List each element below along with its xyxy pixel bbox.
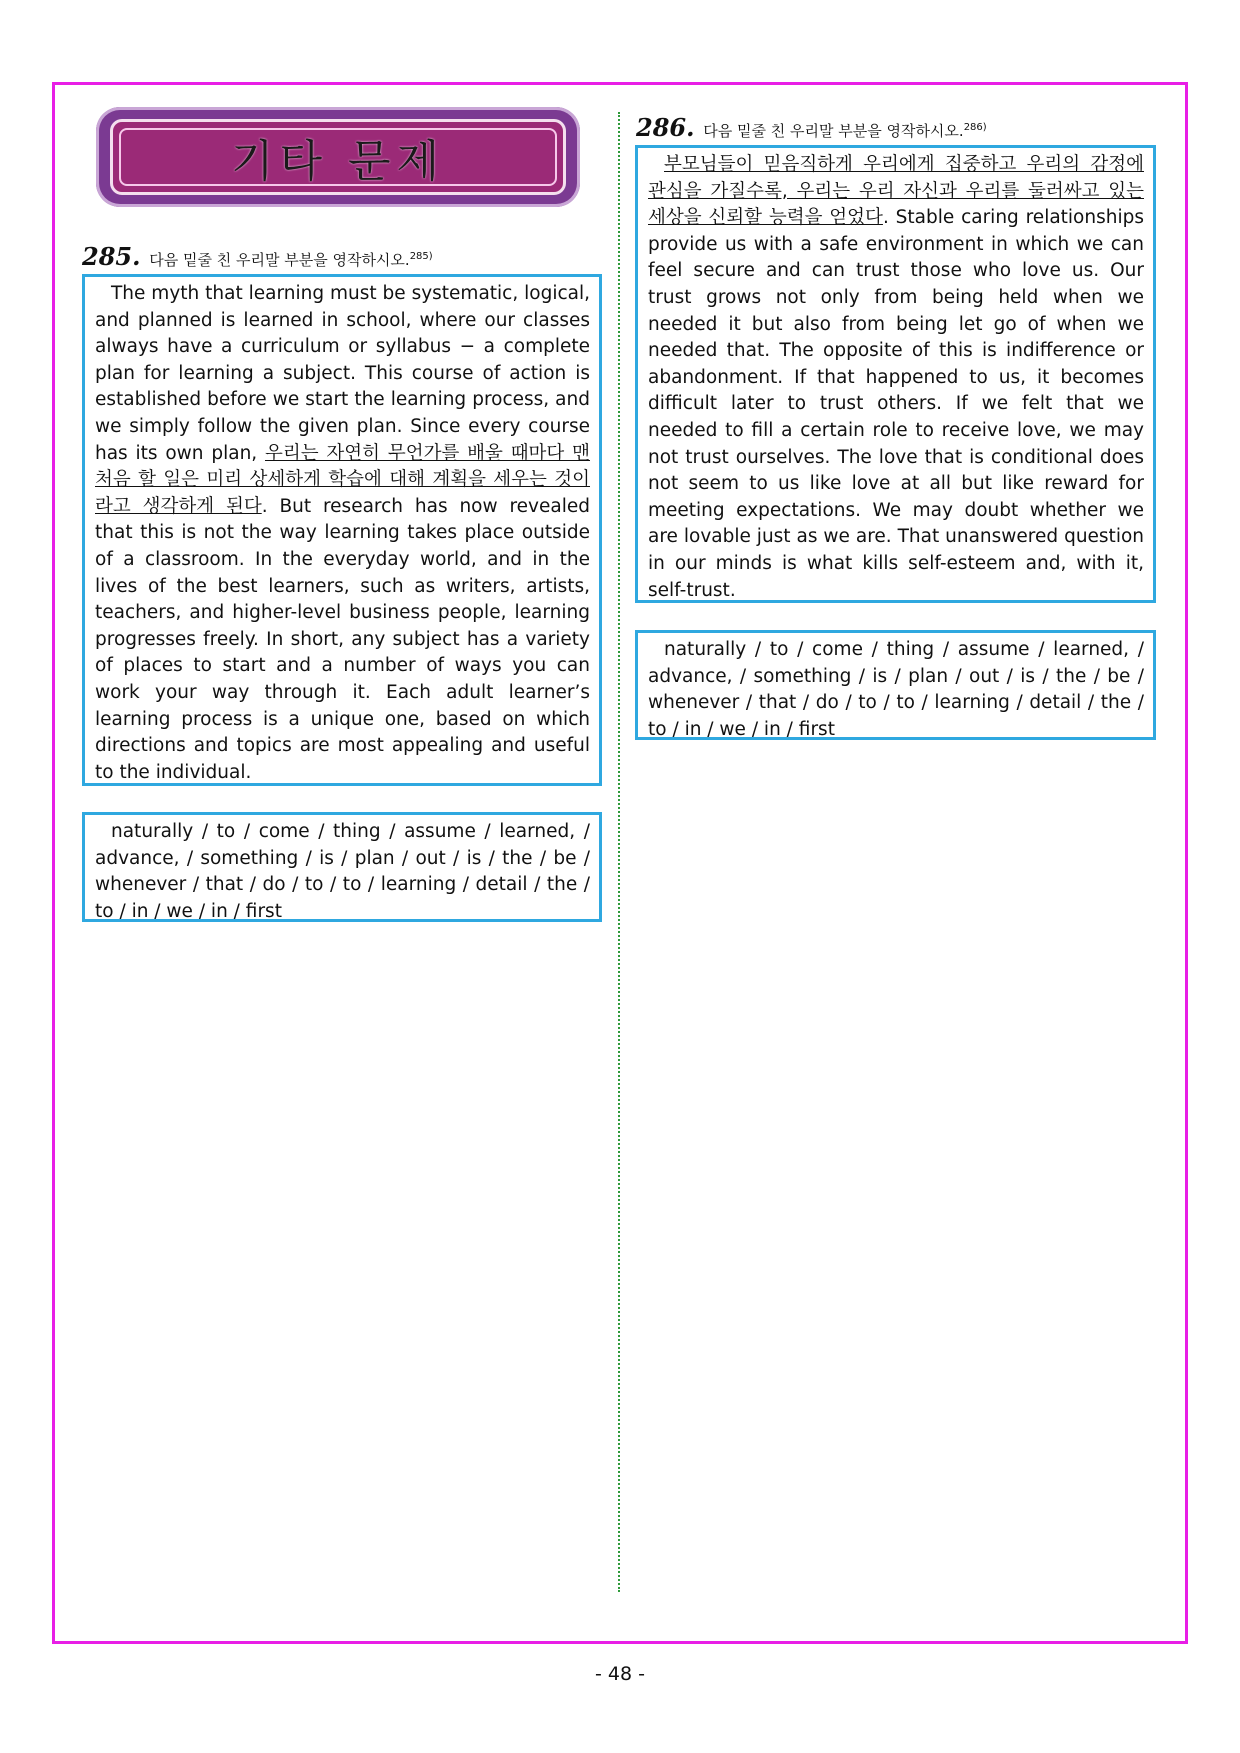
passage-text-continued: . Stable caring relationships provide us with a safe environment in which we can feel secure and can trust those who love us. Our trust grows not only from being held when we needed it but also from being let go of when we needed that. The opposite of this is indifference or abandonment. If that happened to us, it becomes difficult later to trust others. If we felt that we needed to fill a certain role to receive love, we may not trust ourselves. The love that is conditional does not seem to us like love at all but like reward for meeting expectations. We may doubt whether we are lovable just as we are. That unanswered question in our minds is what kills self-esteem and, with it, self-trust. <box>648 207 1144 601</box>
column-divider <box>618 112 620 1592</box>
section-title-border <box>119 128 557 186</box>
question-number: 285. <box>82 242 141 271</box>
passage-text-continued: . But research has now revealed that this is not the way learning takes place outside of a classroom. In the everyday world, and in the lives of the best learners, such as writers, artists, teachers, and higher-level business people, learning progresses freely. In short, any subject has a variety of places to start and a number of ways you can work your way through it. Each adult learner’s learning process is a unique one, based on which directions and topics are most appealing and useful to the individual. <box>95 495 590 783</box>
question-number: 286. <box>636 113 695 142</box>
section-title-inner <box>110 119 566 195</box>
underlined-korean-text: 우리는 자연히 무언가를 배울 때마다 맨 처음 할 일은 미리 상세하게 학습에 대해 계획을 세우는 것이라고 생각하게 된다 <box>95 442 590 517</box>
section-title-badge <box>96 107 580 207</box>
question-286-passage-box <box>635 145 1156 603</box>
page-number: - 48 - <box>595 1663 645 1685</box>
question-285-word-bank <box>82 812 602 922</box>
footnote-marker: 285) <box>409 251 433 262</box>
passage-text: The myth that learning must be systematic, logical, and planned is learned in school, where our classes always have a curriculum or syllabus − a complete plan for learning a subject. This course of action is established before we start the learning process, and we simply follow the given plan. Since every course has its own plan, <box>95 283 590 464</box>
word-bank-text: naturally / to / come / thing / assume / learned, / advance, / something / is / plan / out / is / the / be / whenever / that / do / to / to / learning / detail / the / to / in / we / in / first <box>95 821 590 922</box>
question-286-heading <box>636 113 987 142</box>
question-285-passage-box <box>82 274 602 786</box>
question-instruction: 다음 밑줄 친 우리말 부분을 영작하시오. <box>703 122 964 140</box>
section-title: 기타 문제 <box>230 136 445 187</box>
question-285-heading <box>82 242 433 271</box>
word-bank-text: naturally / to / come / thing / assume / learned, / advance, / something / is / plan / out / is / the / be / whenever / that / do / to / to / learning / detail / the / to / in / we / in / first <box>648 639 1144 740</box>
underlined-korean-text: 부모님들이 믿음직하게 우리에게 집중하고 우리의 감정에 관심을 가질수록, 우리는 우리 자신과 우리를 둘러싸고 있는 세상을 신뢰할 능력을 얻었다 <box>648 154 1144 229</box>
question-286-word-bank <box>635 630 1156 740</box>
question-instruction: 다음 밑줄 친 우리말 부분을 영작하시오. <box>149 251 410 269</box>
footnote-marker: 286) <box>963 122 987 133</box>
